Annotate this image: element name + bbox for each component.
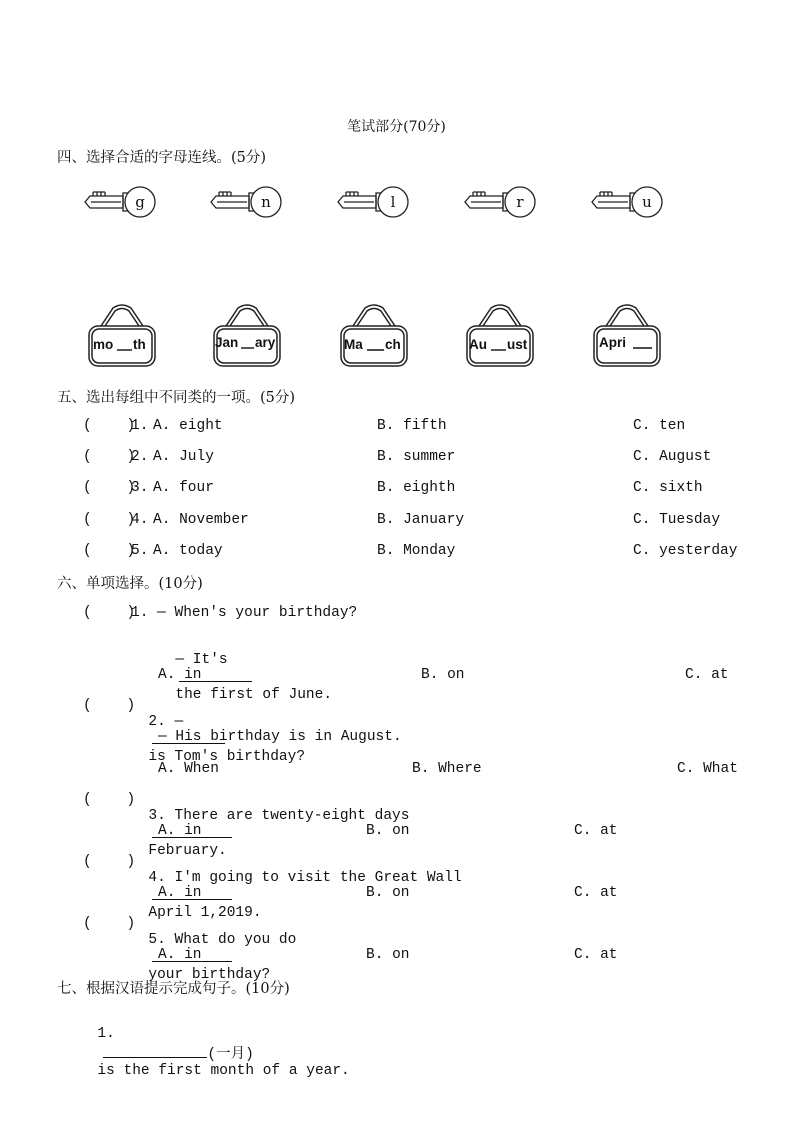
question-text-end: April 1,2019.: [148, 905, 262, 921]
option-c: C. What: [677, 761, 738, 777]
option-b: B. fifth: [377, 418, 447, 434]
question-number: 4.: [131, 512, 149, 528]
key-icon[interactable]: [336, 185, 411, 223]
key-icon[interactable]: [463, 185, 538, 223]
option-a: A. November: [153, 512, 249, 528]
lock-icon[interactable]: [592, 302, 662, 372]
lock-word-end: ch: [385, 337, 401, 352]
answer-paren[interactable]: ( ): [83, 449, 136, 465]
option-c: C. at: [574, 947, 618, 963]
option-b: B. on: [366, 885, 410, 901]
lock-word-start: Jan: [215, 335, 239, 350]
question-text-start: 3. There are twenty-eight days: [148, 808, 410, 824]
question-text: 1. — When's your birthday?: [131, 605, 358, 621]
response-text-end: the first of June.: [175, 687, 333, 703]
question-text-start: 2. —: [148, 714, 184, 730]
option-b: B. Where: [412, 761, 482, 777]
section-6-heading: 六、单项选择。(10分): [57, 576, 203, 592]
lock-word-start: Au: [469, 337, 487, 352]
lock-word-end: ust: [507, 337, 528, 352]
option-a: A. in: [158, 667, 202, 683]
key-letter: g: [135, 193, 145, 211]
option-b: B. on: [421, 667, 465, 683]
option-c: C. at: [574, 823, 618, 839]
answer-paren[interactable]: ( ): [83, 480, 136, 496]
question-text-start: 5. What do you do: [148, 932, 297, 948]
question-text-end: February.: [148, 843, 227, 859]
page-title: 笔试部分(70分): [347, 119, 446, 135]
key-letter: u: [642, 193, 652, 211]
answer-blank[interactable]: [103, 1044, 207, 1058]
chinese-hint: (一月): [207, 1047, 254, 1063]
answer-paren[interactable]: ( ): [83, 698, 136, 714]
option-c: C. at: [685, 667, 729, 683]
lock-icon[interactable]: [87, 302, 157, 372]
key-icon[interactable]: [209, 185, 284, 223]
lock-icon[interactable]: [212, 302, 282, 372]
option-a: A. When: [158, 761, 219, 777]
option-c: C. ten: [633, 418, 686, 434]
answer-paren[interactable]: ( ): [83, 792, 136, 808]
key-letter: l: [390, 193, 396, 211]
lock-word-start: Ma: [344, 337, 363, 352]
answer-paren[interactable]: ( ): [83, 605, 136, 621]
option-c: C. sixth: [633, 480, 703, 496]
answer-paren[interactable]: ( ): [83, 512, 136, 528]
sentence-line: [80, 1010, 350, 1079]
option-c: C. August: [633, 449, 712, 465]
key-icon[interactable]: [83, 185, 158, 223]
option-a: A. in: [158, 885, 202, 901]
option-a: A. in: [158, 947, 202, 963]
section-4-heading: 四、选择合适的字母连线。(5分): [57, 150, 267, 166]
question-text-end: your birthday?: [148, 967, 271, 983]
lock-word-end: th: [133, 337, 146, 352]
option-b: B. on: [366, 823, 410, 839]
option-c: C. Tuesday: [633, 512, 721, 528]
question-number: 3.: [131, 480, 149, 496]
answer-paren[interactable]: ( ): [83, 854, 136, 870]
key-letter: n: [261, 193, 271, 211]
option-b: B. on: [366, 947, 410, 963]
question-text-end: is Tom's birthday?: [148, 749, 306, 765]
option-b: B. eighth: [377, 480, 456, 496]
lock-icon[interactable]: [465, 302, 535, 372]
question-line: [131, 916, 296, 983]
option-b: B. summer: [377, 449, 456, 465]
response-text: — His birthday is in August.: [158, 729, 402, 745]
lock-word-end: ary: [255, 335, 276, 350]
answer-paren[interactable]: ( ): [83, 418, 136, 434]
option-c: C. at: [574, 885, 618, 901]
option-a: A. four: [153, 480, 214, 496]
option-a: A. today: [153, 543, 223, 559]
key-icon[interactable]: [590, 185, 665, 223]
question-number: 2.: [131, 449, 149, 465]
option-c: C. yesterday: [633, 543, 738, 559]
question-number: 5.: [131, 543, 149, 559]
option-a: A. July: [153, 449, 214, 465]
response-text-start: — It's: [175, 652, 228, 668]
section-5-heading: 五、选出每组中不同类的一项。(5分): [57, 390, 296, 406]
question-text-start: 4. I'm going to visit the Great Wall: [148, 870, 462, 886]
option-a: A. in: [158, 823, 202, 839]
question-number: 1.: [131, 418, 149, 434]
lock-word-start: mo: [93, 337, 114, 352]
sentence-text: is the first month of a year.: [97, 1063, 350, 1079]
lock-icon[interactable]: [339, 302, 409, 372]
lock-word-start: Apri: [599, 335, 626, 350]
option-b: B. Monday: [377, 543, 456, 559]
question-number: 1.: [97, 1026, 115, 1042]
option-b: B. January: [377, 512, 465, 528]
answer-paren[interactable]: ( ): [83, 916, 136, 932]
answer-paren[interactable]: ( ): [83, 543, 136, 559]
key-letter: r: [516, 193, 524, 211]
option-a: A. eight: [153, 418, 223, 434]
section-7-heading: 七、根据汉语提示完成句子。(10分): [57, 981, 290, 997]
